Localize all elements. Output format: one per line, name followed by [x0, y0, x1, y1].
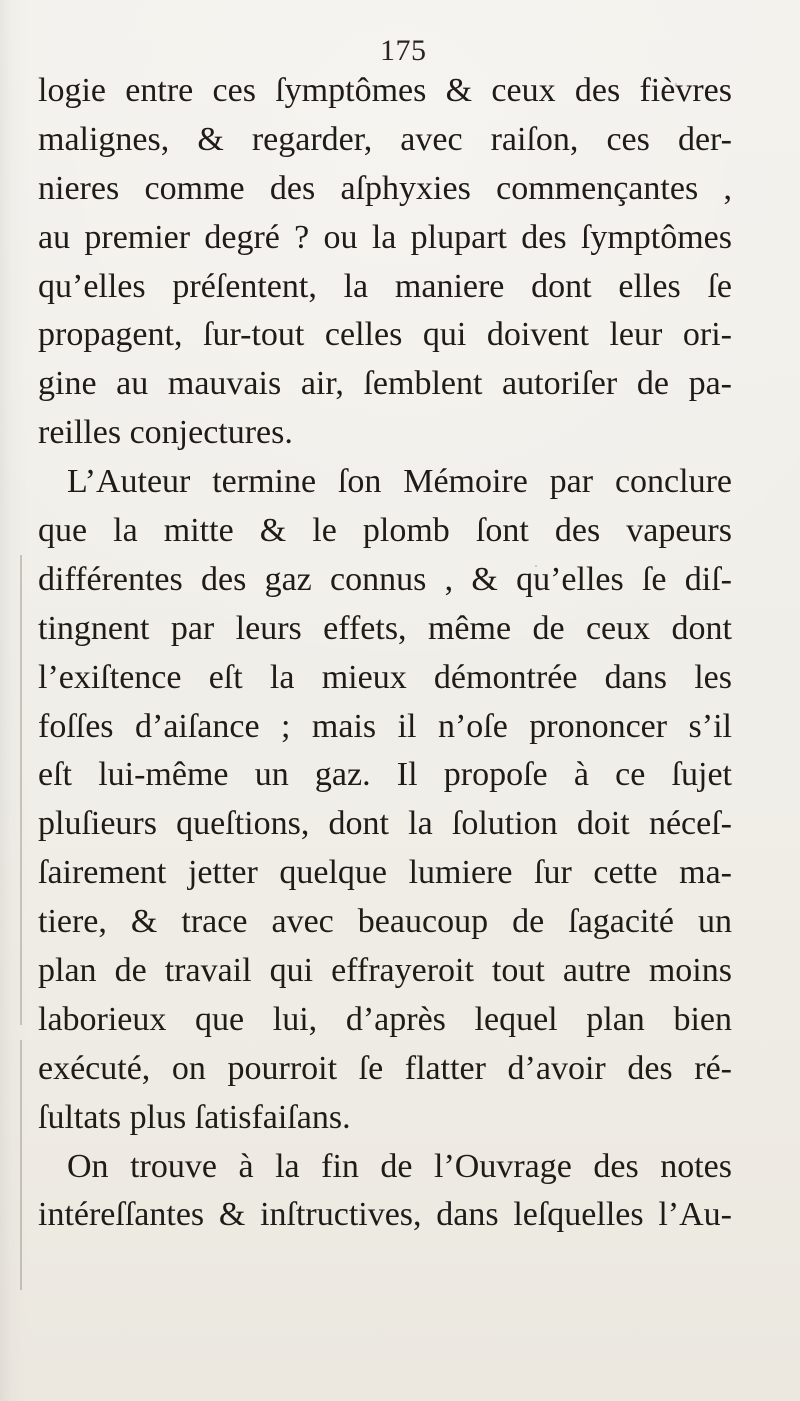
text-line: laborieux que lui, d’après lequel plan bien: [38, 1000, 732, 1038]
text-line: foſſes d’aiſance ; mais il n’oſe prononcer s’il: [38, 707, 732, 745]
edge-mark: [0, 555, 22, 1025]
text-line: On trouve à la fin de l’Ouvrage des notes: [67, 1147, 732, 1185]
text-line: qu’elles préſentent, la maniere dont elles ſe: [38, 267, 732, 305]
text-line: intéreſſantes & inſtructives, dans leſquelles l’Au-: [38, 1196, 732, 1234]
text-line: malignes, & regarder, avec raiſon, ces der-: [38, 120, 732, 158]
text-line: au premier degré ? ou la plupart des ſymptômes: [38, 218, 732, 256]
text-line: plan de travail qui effrayeroit tout autre moins: [38, 952, 732, 990]
text-line: pluſieurs queſtions, dont la ſolution doit néceſ-: [38, 805, 732, 843]
body-text: [38, 67, 732, 1240]
text-line: l’exiſtence eſt la mieux démontrée dans les: [38, 658, 732, 696]
text-line: différentes des gaz connus , & qu’elles ſe diſ-: [38, 560, 732, 598]
text-line: ſairement jetter quelque lumiere ſur cette ma-: [38, 854, 732, 892]
text-line: reilles conjectures.: [38, 414, 293, 452]
text-line: nieres comme des aſphyxies commençantes ,: [38, 169, 732, 207]
text-line: exécuté, on pourroit ſe flatter d’avoir des ré-: [38, 1049, 732, 1087]
text-line: eſt lui-même un gaz. Il propoſe à ce ſujet: [38, 756, 732, 794]
text-line: que la mitte & le plomb ſont des vapeurs: [38, 512, 732, 550]
text-line: gine au mauvais air, ſemblent autoriſer de pa-: [38, 365, 732, 403]
page-number: 175: [380, 34, 427, 67]
text-line: tingnent par leurs effets, même de ceux dont: [38, 609, 732, 647]
edge-mark: [0, 1040, 22, 1290]
text-line: tiere, & trace avec beaucoup de ſagacité un: [38, 903, 732, 941]
text-line: logie entre ces ſymptômes & ceux des fièvres: [38, 72, 732, 109]
text-line: propagent, ſur-tout celles qui doivent leur ori-: [38, 316, 732, 354]
text-line: L’Auteur termine ſon Mémoire par conclure: [67, 463, 732, 501]
text-line: ſultats plus ſatisfaiſans.: [38, 1098, 351, 1136]
